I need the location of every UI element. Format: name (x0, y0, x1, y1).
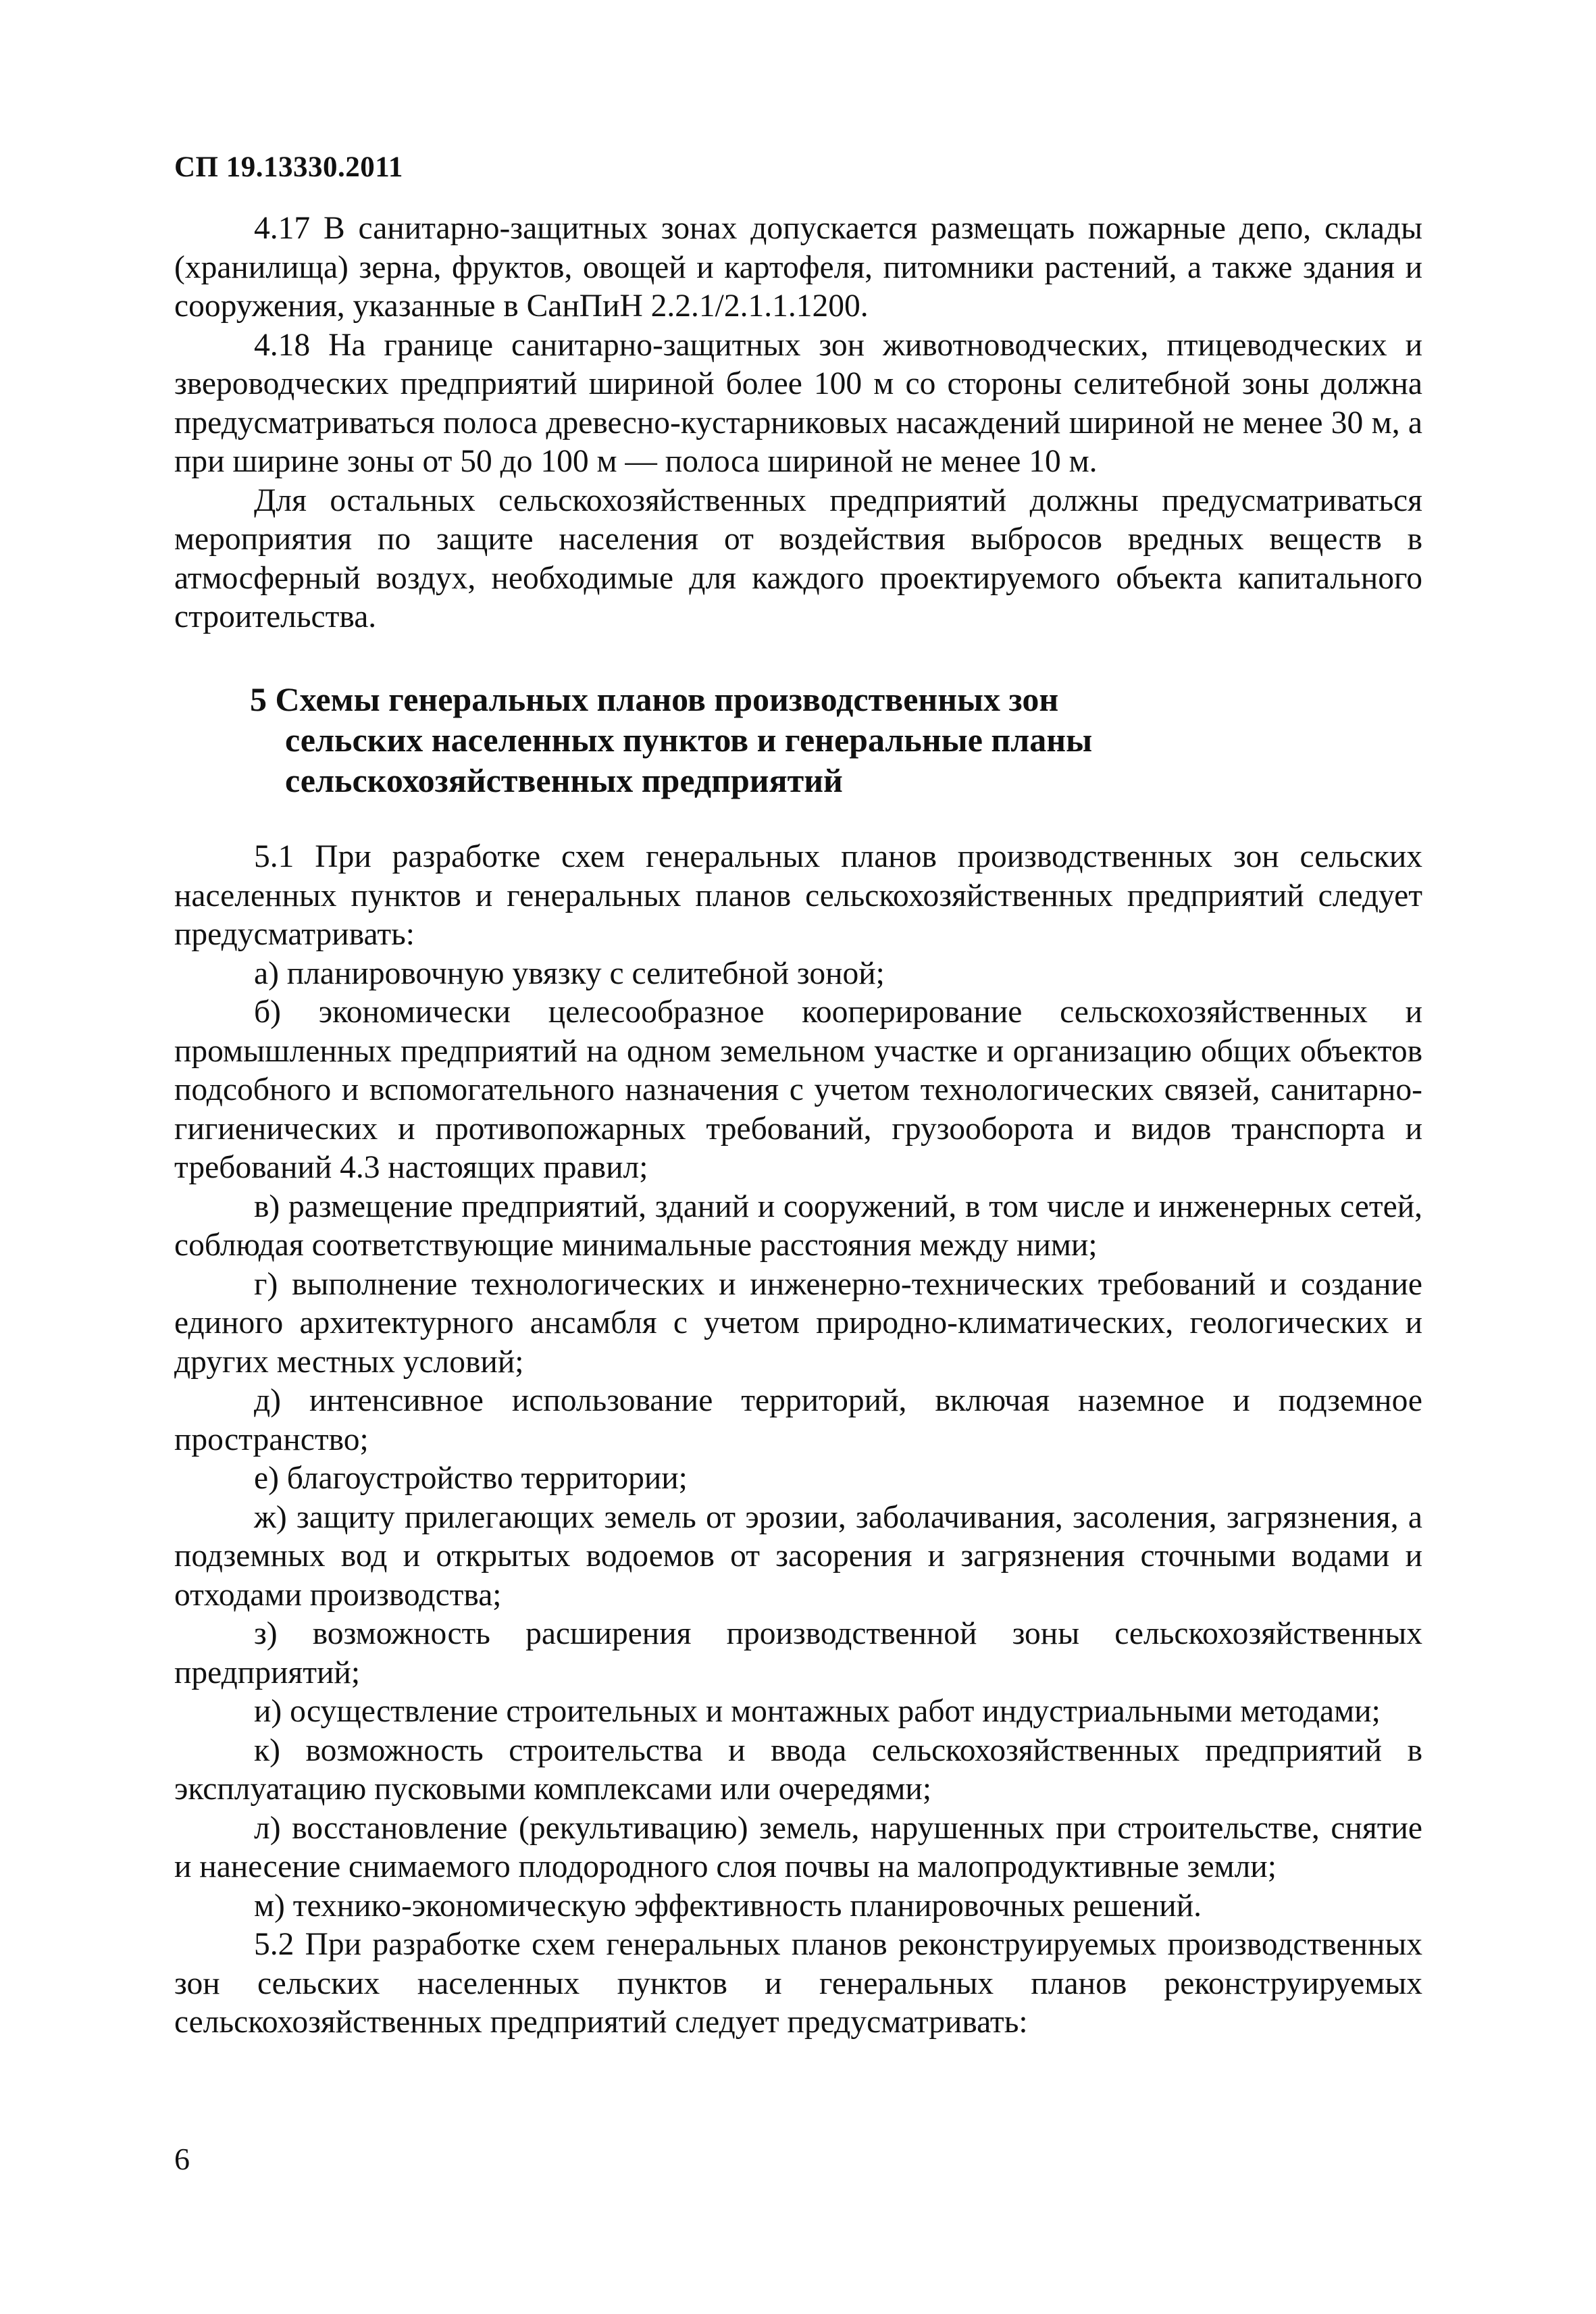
list-item-m: м) технико-экономическую эффективность планировочных решений. (254, 1888, 1202, 1923)
list-item-l: л) восстановление (рекультивацию) земель, нарушенных при строительстве, снятие и нанесение снимаемого плодородного слоя почвы на малопродуктивные земли; (174, 1810, 1422, 1884)
section-5-heading (250, 679, 1331, 801)
section-5-heading-line-2: сельских населенных пунктов и генеральные планы (285, 721, 1093, 759)
list-item-g: г) выполнение технологических и инженерно-технических требований и создание единого архитектурного ансамбля с учетом природно-климатических, геологических и других местных условий; (174, 1266, 1422, 1380)
list-item-e: е) благоустройство территории; (254, 1461, 688, 1496)
paragraph-5-2: 5.2 При разработке схем генеральных планов реконструируемых производственных зон сельских населенных пунктов и генеральных планов реконструируемых сельскохозяйственных предприятий следует предусматривать: (174, 1927, 1422, 2040)
section-5-heading-line-3: сельскохозяйственных предприятий (285, 761, 843, 799)
list-item-d: д) интенсивное использование территорий, включая наземное и подземное пространство; (174, 1383, 1422, 1457)
page-number: 6 (174, 2142, 190, 2176)
paragraph-5-1: 5.1 При разработке схем генеральных планов производственных зон сельских населенных пунктов и генеральных планов сельскохозяйственных предприятий следует предусматривать: (174, 839, 1422, 952)
list-item-i: и) осуществление строительных и монтажных работ индустриальными методами; (254, 1694, 1381, 1729)
paragraph-other-enterprises: Для остальных сельскохозяйственных предприятий должны предусматриваться мероприятия по защите населения от воздействия выбросов вредных веществ в атмосферный воздух, необходимые для каждого проектируемого объекта капитального строительства. (174, 482, 1422, 634)
paragraph-4-17: 4.17 В санитарно-защитных зонах допускается размещать пожарные депо, склады (хранилища) зерна, фруктов, овощей и картофеля, питомники растений, а также здания и сооружения, указанные в СанПиН 2.2.1/2.1.1.1200. (174, 211, 1422, 324)
list-item-k: к) возможность строительства и ввода сельскохозяйственных предприятий в эксплуатацию пусковыми комплексами или очередями; (174, 1732, 1422, 1807)
paragraph-4-18: 4.18 На границе санитарно-защитных зон животноводческих, птицеводческих и звероводческих предприятий шириной более 100 м со стороны селитебной зоны должна предусматриваться полоса древесно-кустарниковых насаждений шириной не менее 30 м, а при ширине зоны от 50 до 100 м — полоса шириной не менее 10 м. (174, 327, 1422, 479)
list-item-a: а) планировочную увязку с селитебной зоной; (254, 955, 885, 991)
clause-4-block (174, 209, 1422, 637)
section-5-body (174, 838, 1422, 2042)
list-item-z: з) возможность расширения производственной зоны сельскохозяйственных предприятий; (174, 1616, 1422, 1690)
document-code: СП 19.13330.2011 (174, 151, 403, 183)
section-5-heading-line-1: 5 Схемы генеральных планов производственных зон (250, 680, 1059, 718)
list-item-zh: ж) защиту прилегающих земель от эрозии, заболачивания, засоления, загрязнения, а подземных вод и открытых водоемов от засорения и загрязнения сточными водами и отходами производства; (174, 1499, 1422, 1613)
list-item-v: в) размещение предприятий, зданий и сооружений, в том числе и инженерных сетей, соблюдая соответствующие минимальные расстояния между ними; (174, 1188, 1422, 1263)
list-item-b: б) экономически целесообразное кооперирование сельскохозяйственных и промышленных предприятий на одном земельном участке и организацию общих объектов подсобного и вспомогательного назначения с учетом технологических связей, санитарно-гигиенических и противопожарных требований, грузооборота и видов транспорта и требований 4.3 настоящих правил; (174, 995, 1422, 1185)
